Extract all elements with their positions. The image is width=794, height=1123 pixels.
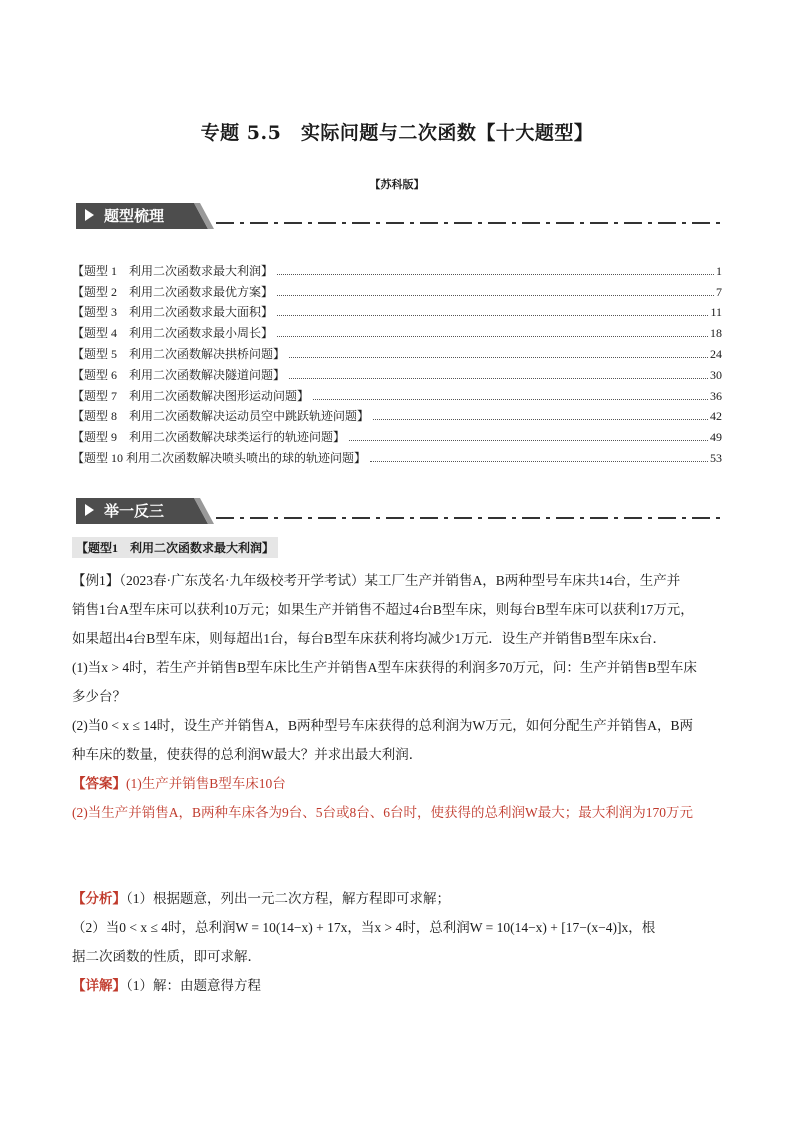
- question-2: (2)当0 < x ≤ 14时，设生产并销售A，B两种型号车床获得的总利润为W万元，如何分配生产并销售A，B两: [72, 718, 694, 733]
- section-bar-graphic: [76, 496, 722, 526]
- example-line: 【例1】（2023春·广东茂名·九年级校考开学考试）某工厂生产并销售A，B两种型号车床共14台，生产并: [72, 573, 681, 588]
- toc-item[interactable]: 【题型 2 利用二次函数求最优方案】 7: [72, 284, 722, 299]
- edition-label: 【苏科版】: [369, 178, 425, 191]
- question-2-cont: 种车床的数量，使获得的总利润W最大？并求出最大利润．: [72, 747, 423, 762]
- toc-item[interactable]: 【题型 7 利用二次函数解决图形运动问题】 36: [72, 388, 722, 403]
- section-title-toc: 题型梳理: [104, 208, 165, 225]
- toc-item[interactable]: 【题型 1 利用二次函数求最大利润】 1: [72, 263, 722, 278]
- toc-item[interactable]: 【题型 3 利用二次函数求最大面积】 11: [72, 305, 722, 320]
- analysis-line: （1）根据题意，列出一元二次方程，解方程即可求解；: [126, 891, 450, 906]
- example-problem: [72, 566, 722, 769]
- example-line: 如果超出4台B型车床，则每超出1台，每台B型车床获利将均减少1万元．设生产并销售B型车床x台．: [72, 631, 667, 646]
- toc-item[interactable]: 【题型 8 利用二次函数解决运动员空中跳跃轨迹问题】 42: [72, 409, 722, 424]
- section-title-examples: 举一反三: [104, 503, 165, 520]
- play-arrow-icon: [85, 504, 94, 516]
- analysis-block: [72, 884, 722, 1000]
- section-bar-graphic: [76, 201, 722, 231]
- answer-1: (1)生产并销售B型车床10台: [126, 776, 286, 791]
- play-arrow-icon: [85, 209, 94, 221]
- toc-item[interactable]: 【题型 9 利用二次函数解决球类运行的轨迹问题】 49: [72, 430, 722, 445]
- question-1: (1)当x > 4时，若生产并销售B型车床比生产并销售A型车床获得的利润多70万元，问：生产并销售B型车床: [72, 660, 697, 675]
- detail-line: （1）解：由题意得方程: [126, 978, 261, 993]
- answer-tag: 【答案】: [72, 776, 126, 791]
- example-line: 销售1台A型车床可以获利10万元；如果生产并销售不超过4台B型车床，则每台B型车床可以获利17万元，: [72, 602, 694, 617]
- toc-item[interactable]: 【题型 6 利用二次函数解决隧道问题】 30: [72, 367, 722, 382]
- table-of-contents: [72, 258, 722, 466]
- toc-item[interactable]: 【题型 10 利用二次函数解决喷头喷出的球的轨迹问题】 53: [72, 450, 722, 465]
- section-header-toc: [76, 201, 722, 231]
- answer-2: (2)当生产并销售A，B两种车床各为9台、5台或8台、6台时，使获得的总利润W最大；最大利润为170万元: [72, 805, 693, 820]
- analysis-line: （2）当0 < x ≤ 4时，总利润W = 10(14−x) + 17x，当x > 4时，总利润W = 10(14−x) + [17−(x−4)]x，根: [72, 920, 656, 935]
- toc-item[interactable]: 【题型 4 利用二次函数求最小周长】 18: [72, 326, 722, 341]
- answer-block: [72, 769, 722, 827]
- toc-item[interactable]: 【题型 5 利用二次函数解决拱桥问题】 24: [72, 346, 722, 361]
- analysis-tag: 【分析】: [72, 891, 126, 906]
- question-1-cont: 多少台？: [72, 689, 126, 704]
- analysis-line: 据二次函数的性质，即可求解．: [72, 949, 261, 964]
- section-header-examples: [76, 496, 722, 526]
- category-label: 【题型1 利用二次函数求最大利润】: [72, 537, 278, 558]
- page-title: 专题 5.5 实际问题与二次函数【十大题型】: [200, 122, 594, 144]
- detail-tag: 【详解】: [72, 978, 126, 993]
